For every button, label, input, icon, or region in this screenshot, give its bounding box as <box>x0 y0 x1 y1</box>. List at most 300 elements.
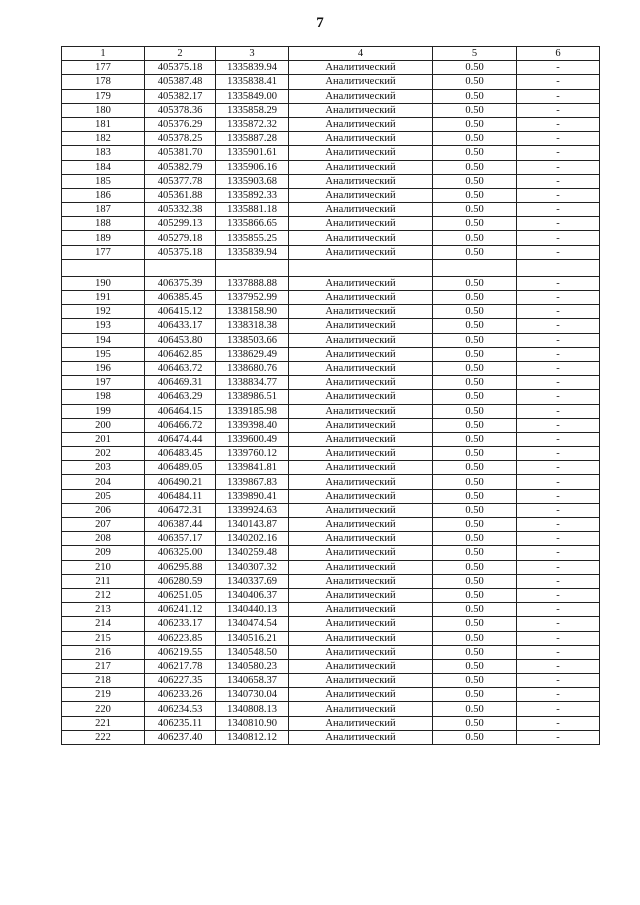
table-cell: 406466.72 <box>145 418 216 432</box>
table-cell: - <box>517 588 600 602</box>
table-cell: 1335866.65 <box>216 217 289 231</box>
table-cell: Аналитический <box>289 89 433 103</box>
table-cell: Аналитический <box>289 245 433 259</box>
table-cell: Аналитический <box>289 75 433 89</box>
table-row <box>62 390 600 404</box>
table-cell: Аналитический <box>289 231 433 245</box>
table-row <box>62 319 600 333</box>
table-cell: Аналитический <box>289 532 433 546</box>
table-cell: 214 <box>62 617 145 631</box>
table-cell: - <box>517 174 600 188</box>
table-cell: Аналитический <box>289 588 433 602</box>
table-cell: - <box>517 503 600 517</box>
table-cell: - <box>517 546 600 560</box>
table-row <box>62 574 600 588</box>
table-row <box>62 404 600 418</box>
header-cell: 5 <box>433 47 517 61</box>
table-cell: 406462.85 <box>145 347 216 361</box>
table-cell: 181 <box>62 117 145 131</box>
table-cell: - <box>517 117 600 131</box>
table-cell: 406484.11 <box>145 489 216 503</box>
table-cell: 406464.15 <box>145 404 216 418</box>
table-cell: 1335838.41 <box>216 75 289 89</box>
table-cell <box>517 259 600 276</box>
table-cell: - <box>517 245 600 259</box>
table-cell: 199 <box>62 404 145 418</box>
table-cell: - <box>517 418 600 432</box>
table-cell: 1338318.38 <box>216 319 289 333</box>
table-cell: 177 <box>62 61 145 75</box>
table-cell: 0.50 <box>433 146 517 160</box>
table-row <box>62 418 600 432</box>
table-cell: 0.50 <box>433 546 517 560</box>
table-cell: Аналитический <box>289 160 433 174</box>
table-cell: Аналитический <box>289 461 433 475</box>
table-row <box>62 631 600 645</box>
table-cell: 195 <box>62 347 145 361</box>
table-cell: - <box>517 631 600 645</box>
table-row <box>62 447 600 461</box>
table-cell: 222 <box>62 730 145 744</box>
table-row <box>62 659 600 673</box>
table-cell: 0.50 <box>433 518 517 532</box>
table-cell: 0.50 <box>433 203 517 217</box>
table-cell: 1339890.41 <box>216 489 289 503</box>
table-cell: - <box>517 404 600 418</box>
table-row <box>62 276 600 290</box>
table-cell: 210 <box>62 560 145 574</box>
table-cell: - <box>517 659 600 673</box>
table-cell: Аналитический <box>289 631 433 645</box>
table-cell: - <box>517 319 600 333</box>
table-cell: 219 <box>62 688 145 702</box>
table-cell: 0.50 <box>433 489 517 503</box>
table-cell: 405375.18 <box>145 61 216 75</box>
table-cell: Аналитический <box>289 188 433 202</box>
table-cell: 0.50 <box>433 404 517 418</box>
table-cell: 177 <box>62 245 145 259</box>
table-cell: 0.50 <box>433 376 517 390</box>
table-cell: 405382.79 <box>145 160 216 174</box>
table-cell: 1339924.63 <box>216 503 289 517</box>
table-cell: 1340440.13 <box>216 603 289 617</box>
table-cell: 1340143.87 <box>216 518 289 532</box>
table-cell: 0.50 <box>433 688 517 702</box>
table-cell: Аналитический <box>289 61 433 75</box>
header-cell: 4 <box>289 47 433 61</box>
table-cell: Аналитический <box>289 716 433 730</box>
table-cell: 406357.17 <box>145 532 216 546</box>
table-cell: 206 <box>62 503 145 517</box>
table-cell: - <box>517 688 600 702</box>
table-cell: 405332.38 <box>145 203 216 217</box>
table-cell: 1340812.12 <box>216 730 289 744</box>
table-cell: 178 <box>62 75 145 89</box>
table-row <box>62 503 600 517</box>
table-cell: 406233.26 <box>145 688 216 702</box>
table-cell: Аналитический <box>289 376 433 390</box>
table-cell: Аналитический <box>289 730 433 744</box>
table-cell: - <box>517 574 600 588</box>
table-cell: 0.50 <box>433 61 517 75</box>
table-cell: 406280.59 <box>145 574 216 588</box>
table-cell: Аналитический <box>289 404 433 418</box>
table-cell: 406227.35 <box>145 674 216 688</box>
table-cell: - <box>517 475 600 489</box>
table-cell: 180 <box>62 103 145 117</box>
table-cell: 1340580.23 <box>216 659 289 673</box>
table-cell: - <box>517 61 600 75</box>
table-cell: 202 <box>62 447 145 461</box>
table-cell: 216 <box>62 645 145 659</box>
table-cell: Аналитический <box>289 574 433 588</box>
table-row <box>62 674 600 688</box>
table-cell: 0.50 <box>433 432 517 446</box>
table-cell: 0.50 <box>433 702 517 716</box>
table-cell: Аналитический <box>289 390 433 404</box>
table-cell: - <box>517 347 600 361</box>
table-cell: Аналитический <box>289 305 433 319</box>
table-cell: 0.50 <box>433 319 517 333</box>
table-cell: 0.50 <box>433 103 517 117</box>
table-cell: Аналитический <box>289 447 433 461</box>
table-cell: 1338834.77 <box>216 376 289 390</box>
table-cell: 0.50 <box>433 361 517 375</box>
table-cell: 208 <box>62 532 145 546</box>
table-cell: 0.50 <box>433 560 517 574</box>
table-cell: 185 <box>62 174 145 188</box>
table-cell: - <box>517 432 600 446</box>
table-row <box>62 347 600 361</box>
table-cell: 0.50 <box>433 347 517 361</box>
table-cell: Аналитический <box>289 132 433 146</box>
table-cell: 1340202.16 <box>216 532 289 546</box>
table-cell: 197 <box>62 376 145 390</box>
table-cell: 405279.18 <box>145 231 216 245</box>
table-cell: 406385.45 <box>145 291 216 305</box>
table-cell: - <box>517 376 600 390</box>
table-cell: 406223.85 <box>145 631 216 645</box>
table-cell: 1335901.61 <box>216 146 289 160</box>
table-cell: 183 <box>62 146 145 160</box>
coordinates-table <box>61 46 600 745</box>
table-row <box>62 730 600 744</box>
table-cell: Аналитический <box>289 617 433 631</box>
table-cell: 1340808.13 <box>216 702 289 716</box>
table-cell: - <box>517 146 600 160</box>
table-cell: 1340259.48 <box>216 546 289 560</box>
table-cell: - <box>517 231 600 245</box>
table-cell <box>289 259 433 276</box>
table-cell: Аналитический <box>289 291 433 305</box>
table-cell: 1339841.81 <box>216 461 289 475</box>
table-cell: - <box>517 361 600 375</box>
table-cell: 1339398.40 <box>216 418 289 432</box>
table-row <box>62 560 600 574</box>
table-cell: 406295.88 <box>145 560 216 574</box>
table-cell: Аналитический <box>289 418 433 432</box>
table-cell: 212 <box>62 588 145 602</box>
table-cell: Аналитический <box>289 645 433 659</box>
table-cell: - <box>517 276 600 290</box>
table-row <box>62 103 600 117</box>
table-cell: Аналитический <box>289 174 433 188</box>
table-cell: 1340730.04 <box>216 688 289 702</box>
table-cell: 406490.21 <box>145 475 216 489</box>
table-cell: Аналитический <box>289 203 433 217</box>
table-cell: 0.50 <box>433 276 517 290</box>
table-cell: 1335858.29 <box>216 103 289 117</box>
table-cell: 0.50 <box>433 631 517 645</box>
table-cell: 1338503.66 <box>216 333 289 347</box>
table-cell: 405387.48 <box>145 75 216 89</box>
table-cell: 213 <box>62 603 145 617</box>
table-cell: 406453.80 <box>145 333 216 347</box>
table-cell: Аналитический <box>289 603 433 617</box>
table-cell: 406233.17 <box>145 617 216 631</box>
table-cell: 211 <box>62 574 145 588</box>
table-row <box>62 518 600 532</box>
table-cell: 194 <box>62 333 145 347</box>
table-cell: Аналитический <box>289 674 433 688</box>
table-cell: 0.50 <box>433 291 517 305</box>
table-cell: 189 <box>62 231 145 245</box>
table-cell: 0.50 <box>433 231 517 245</box>
table-cell: 1335872.32 <box>216 117 289 131</box>
table-row <box>62 376 600 390</box>
table-cell <box>433 259 517 276</box>
table-cell: - <box>517 560 600 574</box>
table-row <box>62 688 600 702</box>
table-cell: 190 <box>62 276 145 290</box>
table-cell: - <box>517 333 600 347</box>
table-cell: 1339600.49 <box>216 432 289 446</box>
table-cell: - <box>517 461 600 475</box>
table-cell: 1335855.25 <box>216 231 289 245</box>
table-cell: 193 <box>62 319 145 333</box>
table-cell: - <box>517 305 600 319</box>
table-cell: 1335906.16 <box>216 160 289 174</box>
table-cell: 406219.55 <box>145 645 216 659</box>
table-cell <box>216 259 289 276</box>
table-cell: 406463.72 <box>145 361 216 375</box>
table-cell: 221 <box>62 716 145 730</box>
table-cell: - <box>517 291 600 305</box>
table-cell: 0.50 <box>433 418 517 432</box>
table-cell: 1340307.32 <box>216 560 289 574</box>
table-row <box>62 702 600 716</box>
table-cell: 0.50 <box>433 603 517 617</box>
table-cell: 0.50 <box>433 117 517 131</box>
table-cell: 1338680.76 <box>216 361 289 375</box>
table-cell: 0.50 <box>433 333 517 347</box>
table-cell: - <box>517 645 600 659</box>
table-cell: 405361.88 <box>145 188 216 202</box>
table-cell: 406483.45 <box>145 447 216 461</box>
table-cell: 0.50 <box>433 503 517 517</box>
table-cell: 406237.40 <box>145 730 216 744</box>
table-cell: 186 <box>62 188 145 202</box>
table-cell: 187 <box>62 203 145 217</box>
header-cell: 1 <box>62 47 145 61</box>
table-cell: - <box>517 489 600 503</box>
table-row <box>62 203 600 217</box>
table-row <box>62 603 600 617</box>
table-cell: 1339867.83 <box>216 475 289 489</box>
table-row <box>62 75 600 89</box>
table-cell: 406469.31 <box>145 376 216 390</box>
page-number: 7 <box>316 15 324 31</box>
header-cell: 2 <box>145 47 216 61</box>
table-cell: 1340474.54 <box>216 617 289 631</box>
table-cell: 188 <box>62 217 145 231</box>
table-cell: - <box>517 203 600 217</box>
table-row <box>62 532 600 546</box>
table-cell: 1335903.68 <box>216 174 289 188</box>
table-cell: Аналитический <box>289 361 433 375</box>
table-cell: 405382.17 <box>145 89 216 103</box>
table-cell: Аналитический <box>289 117 433 131</box>
table-cell: 406415.12 <box>145 305 216 319</box>
table-row <box>62 489 600 503</box>
table-cell: 1335887.28 <box>216 132 289 146</box>
table-row <box>62 432 600 446</box>
table-cell: Аналитический <box>289 333 433 347</box>
table-cell: - <box>517 702 600 716</box>
table-row <box>62 259 600 276</box>
table-cell: 200 <box>62 418 145 432</box>
table-cell: 406325.00 <box>145 546 216 560</box>
table-cell: 203 <box>62 461 145 475</box>
table-cell: 0.50 <box>433 674 517 688</box>
table-cell: - <box>517 188 600 202</box>
table-cell: 0.50 <box>433 160 517 174</box>
table-cell: 0.50 <box>433 617 517 631</box>
table-cell: 220 <box>62 702 145 716</box>
table-cell: 405375.18 <box>145 245 216 259</box>
table-row <box>62 245 600 259</box>
table-cell: - <box>517 674 600 688</box>
table-cell: - <box>517 447 600 461</box>
table-cell: Аналитический <box>289 432 433 446</box>
table-header-row <box>62 47 600 61</box>
table-row <box>62 188 600 202</box>
table-cell: 0.50 <box>433 188 517 202</box>
table-cell: 405378.36 <box>145 103 216 117</box>
table-row <box>62 174 600 188</box>
table-cell: 182 <box>62 132 145 146</box>
table-cell: Аналитический <box>289 319 433 333</box>
table-cell: 191 <box>62 291 145 305</box>
table-cell: 0.50 <box>433 89 517 103</box>
table-cell: 1338986.51 <box>216 390 289 404</box>
table-cell: 0.50 <box>433 716 517 730</box>
table-row <box>62 716 600 730</box>
table-cell: 406234.53 <box>145 702 216 716</box>
table-cell: 0.50 <box>433 132 517 146</box>
table-cell: Аналитический <box>289 489 433 503</box>
table-cell: 215 <box>62 631 145 645</box>
table-cell: 406472.31 <box>145 503 216 517</box>
table-cell: - <box>517 518 600 532</box>
table-cell: 1340337.69 <box>216 574 289 588</box>
table-row <box>62 617 600 631</box>
table-cell: - <box>517 103 600 117</box>
table-cell: 0.50 <box>433 588 517 602</box>
table-cell: Аналитический <box>289 475 433 489</box>
table-cell: Аналитический <box>289 217 433 231</box>
table-cell: 1338158.90 <box>216 305 289 319</box>
table-cell: Аналитический <box>289 103 433 117</box>
table-cell: - <box>517 160 600 174</box>
table-row <box>62 89 600 103</box>
table-row <box>62 305 600 319</box>
table-cell: 1340516.21 <box>216 631 289 645</box>
table-cell: 406387.44 <box>145 518 216 532</box>
table-cell: 405378.25 <box>145 132 216 146</box>
table-cell: 209 <box>62 546 145 560</box>
table-cell: 0.50 <box>433 390 517 404</box>
table-cell: 204 <box>62 475 145 489</box>
table-cell: 192 <box>62 305 145 319</box>
table-cell: - <box>517 617 600 631</box>
table-cell: Аналитический <box>289 659 433 673</box>
table-cell: 406235.11 <box>145 716 216 730</box>
table-cell: 205 <box>62 489 145 503</box>
table-cell: 1339185.98 <box>216 404 289 418</box>
table-cell: 0.50 <box>433 305 517 319</box>
table-cell: 207 <box>62 518 145 532</box>
table-cell: 0.50 <box>433 447 517 461</box>
table-cell: 201 <box>62 432 145 446</box>
table-cell: Аналитический <box>289 702 433 716</box>
table-cell: 1335839.94 <box>216 61 289 75</box>
table-cell: Аналитический <box>289 546 433 560</box>
table-cell: 1335849.00 <box>216 89 289 103</box>
table-cell: 406217.78 <box>145 659 216 673</box>
table-row <box>62 361 600 375</box>
table-row <box>62 146 600 160</box>
table-cell: 1340406.37 <box>216 588 289 602</box>
table-cell: 196 <box>62 361 145 375</box>
table-body <box>62 61 600 745</box>
table-cell: 1340810.90 <box>216 716 289 730</box>
table-cell: 184 <box>62 160 145 174</box>
table-cell: Аналитический <box>289 347 433 361</box>
table-cell: Аналитический <box>289 688 433 702</box>
table-cell <box>145 259 216 276</box>
table-cell: 406375.39 <box>145 276 216 290</box>
table-row <box>62 588 600 602</box>
table-cell: 0.50 <box>433 75 517 89</box>
table-cell: 0.50 <box>433 461 517 475</box>
table-row <box>62 645 600 659</box>
table-cell: 0.50 <box>433 245 517 259</box>
table-cell: 217 <box>62 659 145 673</box>
table-cell: 406463.29 <box>145 390 216 404</box>
table-cell: 0.50 <box>433 217 517 231</box>
table-row <box>62 333 600 347</box>
table-row <box>62 231 600 245</box>
table-row <box>62 61 600 75</box>
table-row <box>62 217 600 231</box>
header-cell: 6 <box>517 47 600 61</box>
table-cell: 1340548.50 <box>216 645 289 659</box>
table-cell: 179 <box>62 89 145 103</box>
table-row <box>62 461 600 475</box>
table-cell <box>62 259 145 276</box>
table-cell: Аналитический <box>289 276 433 290</box>
